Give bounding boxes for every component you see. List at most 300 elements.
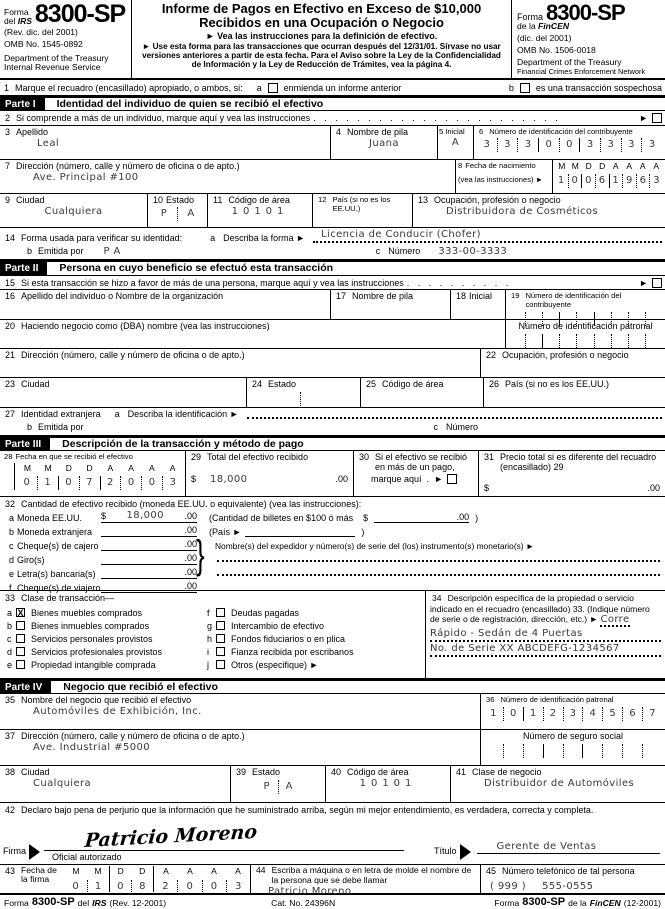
estado-negocio-boxes[interactable] xyxy=(256,780,300,794)
numero-label: Número xyxy=(446,422,479,432)
arrow-icon: ► xyxy=(434,474,443,484)
digit-cell[interactable]: 0 xyxy=(503,707,523,721)
field-persona-llamar xyxy=(250,865,480,898)
pais-value[interactable] xyxy=(245,536,355,537)
item-letter: a xyxy=(9,513,15,523)
date-letter: M xyxy=(23,463,31,473)
field-codigo-area xyxy=(207,194,312,227)
digit-cell[interactable] xyxy=(300,392,321,406)
field-direccion-2 xyxy=(0,349,480,377)
field-codigo-area-negocio xyxy=(325,766,450,802)
digit-cell[interactable]: 1 xyxy=(609,174,623,188)
numero-label: Número xyxy=(388,246,421,256)
field-nombre-de-pila xyxy=(330,126,437,159)
cents-label: .00 xyxy=(184,567,197,577)
row-lines28-31 xyxy=(0,451,665,497)
digit-cell[interactable] xyxy=(628,334,645,348)
digit-cell[interactable]: A xyxy=(177,207,204,221)
part3-tag: Parte III xyxy=(0,438,50,450)
digit-cell[interactable]: P xyxy=(160,208,168,219)
ocupacion-value[interactable]: Distribuidora de Cosméticos xyxy=(446,206,599,217)
header-right xyxy=(512,0,665,78)
bienes-muebles-label: Bienes muebles comprados xyxy=(31,607,143,618)
identidad-extranjera-label: Identidad extranjera xyxy=(21,409,101,419)
row-line15 xyxy=(0,276,665,290)
line-number: 8 xyxy=(458,161,463,170)
date-letter: D xyxy=(585,161,592,171)
digit-cell[interactable]: 0 xyxy=(120,476,141,490)
revision-date: (dic. del 2001) xyxy=(517,33,572,43)
digit-cell[interactable]: 3 xyxy=(621,138,642,152)
item-letter: h xyxy=(207,633,213,644)
dept-treasury: Department of the Treasury xyxy=(4,53,109,63)
item-letter: a xyxy=(7,607,13,618)
fincen-word: FinCEN xyxy=(538,21,570,31)
note-100-bills: (Cantidad de billetes en $100 ó más xyxy=(209,513,354,523)
digit-cell[interactable]: 3 xyxy=(517,138,538,152)
estado-label: Estado xyxy=(268,379,297,389)
arrow-icon: ► xyxy=(639,277,648,288)
field-direccion-negocio xyxy=(0,730,480,765)
nombre-negocio-label: Nombre del negocio que recibió el efectivo xyxy=(21,695,192,705)
ciudad-label: Ciudad xyxy=(16,195,45,205)
item-letter-a: a xyxy=(256,82,262,93)
item-letter: g xyxy=(207,620,213,631)
date-letter: A xyxy=(653,161,660,171)
digit-cell[interactable]: 0 xyxy=(58,476,79,490)
firma-arrow-icon xyxy=(29,844,40,860)
moneda-eeuu-label: Moneda EE.UU. xyxy=(17,513,83,523)
otros-checkbox[interactable] xyxy=(216,660,225,669)
nombre-label: Nombre de pila xyxy=(352,291,414,301)
del-word: del xyxy=(4,15,16,26)
cents-label: .00 xyxy=(184,511,197,521)
digit-cell[interactable]: 9 xyxy=(622,174,636,188)
field-codigo-area-2 xyxy=(360,378,483,407)
inicial-label: Inicial xyxy=(445,127,465,136)
row-line1 xyxy=(0,80,665,96)
digit-cell[interactable]: 0 xyxy=(23,477,31,488)
date-letter: A xyxy=(211,866,217,876)
dollar-sign: $ xyxy=(484,483,490,493)
line-number: 41 xyxy=(456,767,467,777)
ssn-boxes-empty[interactable] xyxy=(484,744,662,758)
line-number: 6 xyxy=(479,127,484,136)
direccion-label: Dirección (número, calle y número de oficina o de apto.) xyxy=(21,350,245,360)
date-letter: D xyxy=(117,866,124,876)
digit-cell[interactable]: 4 xyxy=(582,707,602,721)
irs-word: IRS xyxy=(17,15,32,26)
field-pais-2 xyxy=(483,378,665,407)
receipt-date-boxes[interactable] xyxy=(17,476,183,490)
issued-by-value[interactable]: P A xyxy=(103,246,121,257)
id-type-value[interactable]: Licencia de Conducir (Chofer) xyxy=(313,229,662,243)
dot-leader: . . . . . . . . . . xyxy=(406,277,512,288)
date-letter: A xyxy=(128,463,134,473)
line1-label: Marque el recuadro (encasillado) apropiado, o ambos, si: xyxy=(15,82,243,93)
tin-label: Número de identificación del contribuyente xyxy=(489,127,633,136)
serial-numbers-line[interactable] xyxy=(217,560,660,562)
telefono-area-value[interactable]: ( 999 ) xyxy=(490,881,527,892)
part2-title: Persona en cuyo beneficio se efectuó esta transacción xyxy=(59,262,334,274)
field-tin-2 xyxy=(505,290,665,319)
date-letter: M xyxy=(44,463,52,473)
forma-word: Forma xyxy=(517,12,544,22)
property-description-value3[interactable]: No. de Serie XX ABCDEFG-1234567 xyxy=(430,643,661,657)
line2-label: Si comprende a más de un individuo, marque aquí y vea las instrucciones xyxy=(16,113,311,123)
field-clase-transaccion xyxy=(0,591,425,678)
emitida-por-label: Emitida por xyxy=(38,246,84,256)
codigo-area-negocio-value[interactable]: 10101 xyxy=(359,778,417,789)
digit-cell[interactable]: 3 xyxy=(600,138,621,152)
form-number: 8300-SP xyxy=(31,896,75,908)
digit-cell[interactable] xyxy=(622,744,642,758)
digit-cell[interactable] xyxy=(280,392,300,406)
line-number: 18 xyxy=(456,291,467,301)
digit-cell[interactable]: 0 xyxy=(141,476,162,490)
id-number-value[interactable]: 333-00-3333 xyxy=(438,246,508,257)
intercambio-efectivo-label: Intercambio de efectivo xyxy=(231,620,325,631)
date-letter: A xyxy=(626,161,633,171)
clase-transaccion-label: Clase de transacción— xyxy=(21,593,115,603)
digit-cell[interactable]: 3 xyxy=(563,707,583,721)
row-lines43-45 xyxy=(0,864,665,898)
part2-tag: Parte II xyxy=(0,262,47,275)
fecha-firma-label: Fecha de la firma xyxy=(21,865,57,884)
digit-cell[interactable]: 3 xyxy=(483,139,491,150)
ciudad-negocio-value[interactable]: Cualquiera xyxy=(33,778,92,789)
digit-cell[interactable]: 0 xyxy=(177,880,201,894)
line-number: 1 xyxy=(4,82,10,93)
digit-cell[interactable]: 1 xyxy=(37,476,58,490)
item-letter: b xyxy=(9,527,15,537)
field-precio-total xyxy=(478,451,665,496)
ocupacion-label: Ocupación, profesión o negocio xyxy=(434,195,561,205)
line-number: 31 xyxy=(484,452,495,462)
fianza-escribanos-checkbox[interactable] xyxy=(216,647,225,656)
line-number: 35 xyxy=(5,695,16,705)
date-letter: D xyxy=(599,161,606,171)
propiedad-intangible-checkbox[interactable] xyxy=(16,660,25,669)
revision-date: (12-2001) xyxy=(623,898,661,908)
digit-cell[interactable]: A xyxy=(278,780,301,794)
line-number: 10 xyxy=(153,195,164,205)
total-efectivo-label: Total del efectivo recibido xyxy=(207,452,309,462)
amended-report-label: enmienda un informe anterior xyxy=(283,82,402,93)
apellido-value[interactable]: Leal xyxy=(37,138,60,149)
estado-label: Estado xyxy=(252,767,281,777)
line-number: 25 xyxy=(366,379,377,389)
digit-cell[interactable] xyxy=(559,334,576,348)
digit-cell[interactable]: 0 xyxy=(202,880,226,894)
field-pais xyxy=(312,194,412,227)
foreign-id-value[interactable] xyxy=(247,417,662,419)
dollar-sign: $ xyxy=(363,513,369,523)
field-multiple-payments xyxy=(353,451,478,496)
digit-cell[interactable]: 5 xyxy=(602,707,622,721)
bienes-inmuebles-checkbox[interactable] xyxy=(16,621,25,630)
amended-report-checkbox[interactable] xyxy=(268,83,278,93)
clase-negocio-label: Clase de negocio xyxy=(472,767,542,777)
digit-cell[interactable]: 3 xyxy=(162,476,183,490)
date-letter: A xyxy=(612,161,619,171)
digit-cell[interactable] xyxy=(576,334,593,348)
digit-cell[interactable] xyxy=(523,744,543,758)
direccion-negocio-value[interactable]: Ave. Industrial #5000 xyxy=(33,742,150,753)
suspicious-transaction-checkbox[interactable] xyxy=(520,83,530,93)
date-letter: M xyxy=(94,866,102,876)
id-verification-label: Forma usada para verificar su identidad: xyxy=(21,233,183,243)
digit-cell[interactable]: 2 xyxy=(543,707,563,721)
date-letter: M xyxy=(571,161,579,171)
clase-negocio-value[interactable]: Distribuidor de Automóviles xyxy=(484,778,635,789)
line-number: 12 xyxy=(318,195,327,204)
omb-number: OMB No. 1506-0018 xyxy=(517,45,596,55)
birthdate-boxes[interactable] xyxy=(555,174,663,188)
date-letter: A xyxy=(235,866,241,876)
digit-cell[interactable]: 2 xyxy=(100,476,121,490)
line-number: 23 xyxy=(5,379,16,389)
item-letter: d xyxy=(9,555,15,565)
item-letter-a: a xyxy=(114,409,120,419)
de-la-word: de la xyxy=(517,21,536,31)
item-letter: e xyxy=(9,569,15,579)
item-letter: f xyxy=(9,583,12,593)
line-number: 36 xyxy=(486,695,495,704)
cents-label: .00 xyxy=(184,581,197,591)
multiple-individuals-checkbox[interactable] xyxy=(652,113,662,123)
part1-title: Identidad del individuo de quien se recibió el efectivo xyxy=(56,98,324,110)
row-line27 xyxy=(0,408,665,436)
property-description-value2[interactable]: Rápido - Sedán de 4 Puertas xyxy=(430,628,661,642)
digit-cell[interactable] xyxy=(594,334,611,348)
row-lines3-6 xyxy=(0,126,665,160)
cash-item-c xyxy=(3,538,662,551)
digit-cell[interactable] xyxy=(563,744,583,758)
property-description-value1[interactable]: Corre xyxy=(600,614,630,625)
ein-boxes[interactable] xyxy=(484,707,662,721)
firma-day-boxes[interactable] xyxy=(110,880,153,894)
field-estado-negocio xyxy=(230,766,325,802)
digit-cell[interactable]: 2 xyxy=(162,881,169,892)
fecha-recibido-label: Fecha en que se recibió el efectivo xyxy=(15,452,133,461)
firma-month-boxes[interactable] xyxy=(65,880,109,894)
digit-cell[interactable]: 1 xyxy=(557,175,565,186)
ocupacion-label: Ocupación, profesión o negocio xyxy=(502,350,629,360)
digit-cell[interactable]: 3 xyxy=(497,138,518,152)
multiple-persons-checkbox[interactable] xyxy=(652,278,662,288)
line-number: 32 xyxy=(5,499,16,509)
field-inicial xyxy=(437,126,473,159)
digit-cell[interactable]: P xyxy=(263,781,270,792)
digit-cell[interactable]: 7 xyxy=(642,707,662,721)
telefono-value[interactable]: 555-0555 xyxy=(542,881,594,892)
line-number: 39 xyxy=(236,767,247,777)
form-header xyxy=(0,0,665,80)
line-number: 16 xyxy=(5,291,16,301)
line-number: 21 xyxy=(5,350,16,360)
date-letter: M xyxy=(558,161,566,171)
digit-cell[interactable] xyxy=(525,334,542,348)
titulo-value[interactable]: Gerente de Ventas xyxy=(496,841,597,852)
line-number: 7 xyxy=(5,161,11,171)
serial-numbers-line[interactable] xyxy=(217,574,660,576)
date-letter: A xyxy=(169,463,176,473)
codigo-area-label: Código de área xyxy=(228,195,290,205)
fecha-nacimiento-label: Fecha de nacimiento xyxy=(465,161,536,170)
digit-cell[interactable]: 3 xyxy=(226,880,250,894)
signature-value[interactable]: Patricio Moreno xyxy=(83,820,258,853)
line-number: 5 xyxy=(439,127,444,136)
irs-word: IRS xyxy=(92,898,107,908)
estado-boxes[interactable] xyxy=(151,207,204,221)
field-ocupacion xyxy=(412,194,665,227)
digit-cell[interactable]: 3 xyxy=(579,138,600,152)
field-fecha-firma xyxy=(0,865,250,893)
dollar-sign: $ xyxy=(191,474,197,484)
cents-label: .00 xyxy=(184,553,197,563)
item-letter-b: b xyxy=(27,422,33,432)
servicios-profesionales-checkbox[interactable] xyxy=(16,647,25,656)
digit-cell[interactable] xyxy=(542,334,559,348)
persona-llamar-value[interactable]: Patricio Moreno xyxy=(268,886,352,898)
field-ein-negocio xyxy=(480,694,665,729)
digit-cell[interactable]: 1 xyxy=(87,880,110,894)
revision-date: (Rev. dic. del 2001) xyxy=(4,27,78,37)
field-ocupacion-2 xyxy=(480,349,665,377)
digit-cell[interactable]: 0 xyxy=(538,138,559,152)
digit-cell[interactable] xyxy=(645,334,662,348)
header-center xyxy=(131,0,512,78)
digit-cell[interactable] xyxy=(484,744,503,758)
ssn-label: Número de seguro social xyxy=(522,731,624,741)
date-letter: A xyxy=(149,463,155,473)
nombre-value[interactable]: Juana xyxy=(369,138,399,149)
part2-banner xyxy=(0,260,665,276)
field-ciudad-2 xyxy=(0,378,246,407)
bienes-muebles-checkbox[interactable]: X xyxy=(17,608,24,618)
item-letter-b: b xyxy=(27,246,33,256)
digit-cell[interactable] xyxy=(611,334,628,348)
field-clase-negocio xyxy=(450,766,665,802)
oficial-autorizado-label: Oficial autorizado xyxy=(44,850,404,862)
nombre-negocio-value[interactable]: Automóviles de Exhibición, Inc. xyxy=(33,706,202,717)
field-direccion xyxy=(0,160,455,193)
field-nombre-negocio xyxy=(0,694,480,729)
digit-cell[interactable]: 1 xyxy=(523,707,543,721)
revision-date: (Rev. 12-2001) xyxy=(109,898,167,908)
apellido-org-label: Apellido del individuo o Nombre de la organización xyxy=(21,291,224,301)
date-letter-row xyxy=(17,463,183,473)
codigo-area-value[interactable]: 10101 xyxy=(231,206,289,217)
date-letter: D xyxy=(86,463,93,473)
titulo-block xyxy=(477,841,660,862)
line-number: 4 xyxy=(336,127,342,137)
persona-llamar-label: Escriba a máquina o en letra de molde el nombre de la persona que se debe llamar xyxy=(271,865,472,885)
field-nombre-de-pila-2 xyxy=(330,290,450,319)
direccion-value[interactable]: Ave. Principal #100 xyxy=(33,172,139,183)
brace-icon: } xyxy=(196,530,205,578)
tin-boxes[interactable] xyxy=(477,138,662,152)
deudas-pagadas-checkbox[interactable] xyxy=(216,608,225,617)
form-title-line1: Informe de Pagos en Efectivo en Exceso de $10,000 xyxy=(161,1,482,16)
fondos-fiduciarios-checkbox[interactable] xyxy=(216,634,225,643)
digit-cell[interactable] xyxy=(642,744,662,758)
digit-cell[interactable]: 7 xyxy=(79,476,100,490)
digit-cell[interactable] xyxy=(509,334,525,348)
ein-boxes-empty[interactable] xyxy=(509,334,662,348)
digit-cell[interactable]: 3 xyxy=(649,174,663,188)
item-letter: c xyxy=(9,541,14,551)
servicios-personales-checkbox[interactable] xyxy=(16,634,25,643)
date-letter: A xyxy=(107,463,114,473)
row-signature xyxy=(0,820,665,864)
forma-word: Forma xyxy=(494,898,520,908)
item-letter: f xyxy=(207,607,210,618)
form-number: 8300-SP xyxy=(546,0,625,25)
bills-100-value[interactable]: .00 xyxy=(374,512,469,523)
digit-cell[interactable] xyxy=(602,744,622,758)
digit-cell[interactable]: 3 xyxy=(641,138,662,152)
describa-forma-label: Describa la forma ► xyxy=(223,233,306,243)
field-ciudad-negocio xyxy=(0,766,230,802)
marque-aqui-label: marque aquí xyxy=(371,474,422,484)
digit-cell[interactable]: 0 xyxy=(568,174,582,188)
digit-cell[interactable] xyxy=(543,744,563,758)
date-letter: D xyxy=(65,463,72,473)
digit-cell[interactable]: 8 xyxy=(131,880,153,894)
total-efectivo-value[interactable]: 18,000 xyxy=(210,474,248,485)
row-line37 xyxy=(0,730,665,766)
firma-year-boxes[interactable] xyxy=(154,880,250,894)
fincen-word: FinCEN xyxy=(589,898,621,908)
digit-cell[interactable]: 0 xyxy=(72,881,80,892)
digit-cell[interactable] xyxy=(503,744,523,758)
propiedad-intangible-label: Propiedad intangible comprada xyxy=(31,659,156,670)
intercambio-efectivo-checkbox[interactable] xyxy=(216,621,225,630)
multiple-payments-checkbox[interactable] xyxy=(447,474,457,484)
line-number: 44 xyxy=(256,865,266,875)
titulo-label: Título xyxy=(434,846,457,856)
digit-cell[interactable]: 6 xyxy=(622,707,642,721)
part4-banner xyxy=(0,679,665,694)
digit-cell[interactable]: 0 xyxy=(581,174,595,188)
row-line32 xyxy=(0,497,665,591)
direccion-label: Dirección (número, calle y número de oficina o de apto.) xyxy=(21,731,245,741)
digit-cell[interactable] xyxy=(582,744,602,758)
estado-boxes-empty[interactable] xyxy=(280,392,320,406)
digit-cell[interactable]: 1 xyxy=(490,708,497,719)
multiple-payments-label: Si el efectivo se recibió en más de un pago, xyxy=(375,452,468,472)
field-estado xyxy=(147,194,207,227)
form-number: 8300-SP xyxy=(34,0,126,28)
inicial-value[interactable]: A xyxy=(451,137,460,148)
date-letter: D xyxy=(139,866,146,876)
digit-cell[interactable]: 6 xyxy=(636,174,650,188)
digit-cell[interactable]: 0 xyxy=(117,881,124,892)
digit-cell[interactable]: 0 xyxy=(559,138,580,152)
note-pais: (País ► xyxy=(209,527,242,537)
cash-item-b xyxy=(3,524,662,537)
row-lines35-36 xyxy=(0,694,665,730)
cash-item-a xyxy=(3,510,662,523)
row-lines23-26 xyxy=(0,378,665,408)
digit-cell[interactable]: 6 xyxy=(595,174,609,188)
field-inicial-2 xyxy=(450,290,505,319)
moneda-eeuu-value[interactable]: 18,000 xyxy=(126,510,164,521)
forma-word: Forma xyxy=(4,898,29,908)
ciudad-value[interactable]: Cualquiera xyxy=(44,206,103,217)
